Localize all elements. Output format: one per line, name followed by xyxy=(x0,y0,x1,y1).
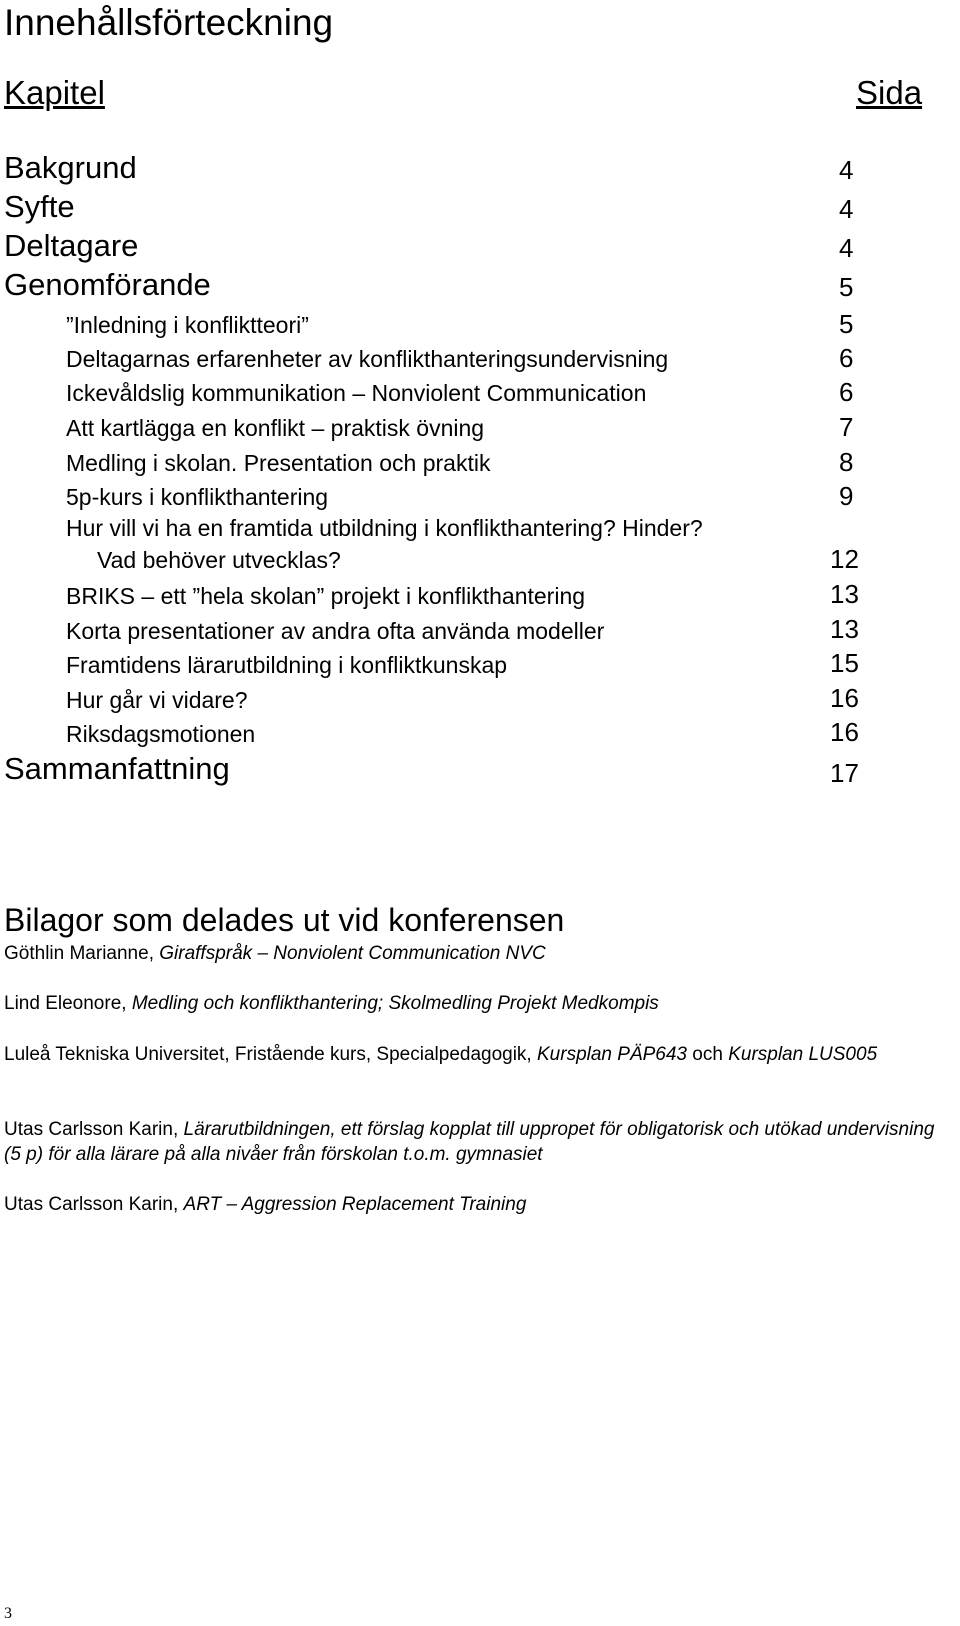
toc-entry-page: 9 xyxy=(839,481,854,511)
toc-entry-text: Hur går vi vidare? xyxy=(66,687,248,713)
toc-entry-text: Vad behöver utvecklas? xyxy=(97,547,341,573)
toc-entry-page: 5 xyxy=(839,272,854,302)
toc-entry-page: 16 xyxy=(830,717,859,747)
attachment-item xyxy=(4,1117,956,1167)
attachment-author: Utas Carlsson Karin, xyxy=(4,1119,184,1140)
toc-entry-page: 12 xyxy=(830,544,859,574)
toc-entry-text: Att kartlägga en konflikt – praktisk övning xyxy=(66,415,485,441)
toc-entry-text: Genomförande xyxy=(4,267,211,302)
attachment-item xyxy=(4,1192,956,1217)
attachment-author: Luleå Tekniska Universitet, Fristående kurs, Specialpedagogik, xyxy=(4,1044,537,1065)
page-number: 3 xyxy=(4,1605,12,1622)
toc-entry-text: BRIKS – ett ”hela skolan” projekt i konflikthantering xyxy=(66,583,586,609)
toc-entry-page: 15 xyxy=(830,648,859,678)
toc-entry-text: Syfte xyxy=(4,189,75,224)
attachment-title: Giraffspråk – Nonviolent Communication NVC xyxy=(159,943,546,964)
attachment-title: ART – Aggression Replacement Training xyxy=(183,1194,527,1215)
toc-entry-text: Deltagare xyxy=(4,228,139,263)
chapter-column-header: Kapitel xyxy=(4,74,105,111)
toc-entry-text: Korta presentationer av andra ofta använda modeller xyxy=(66,618,605,644)
toc-entry-text: ”Inledning i konfliktteori” xyxy=(66,312,309,338)
toc-entry-page: 4 xyxy=(839,155,854,185)
attachment-item xyxy=(4,1042,956,1067)
attachment-connector: och xyxy=(687,1044,729,1065)
toc-entry-page: 13 xyxy=(830,614,859,644)
page-column-header: Sida xyxy=(856,74,923,111)
attachment-author: Utas Carlsson Karin, xyxy=(4,1194,184,1215)
attachment-title: Kursplan LUS005 xyxy=(728,1044,878,1065)
attachment-item xyxy=(4,991,956,1016)
toc-entry-text: Bakgrund xyxy=(4,150,137,185)
toc-entry-page: 7 xyxy=(839,412,854,442)
page-title: Innehållsförteckning xyxy=(4,2,334,43)
toc-entry-page: 13 xyxy=(830,579,859,609)
attachments-heading: Bilagor som delades ut vid konferensen xyxy=(4,902,565,938)
toc-entry-page: 6 xyxy=(839,343,854,373)
attachment-title: Kursplan PÄP643 xyxy=(537,1044,687,1065)
attachment-title: Lärarutbildningen, ett förslag kopplat till uppropet för obligatorisk och utökad undervisning (5 p) för alla lärare på alla nivåer från förskolan t.o.m. gymnasiet xyxy=(4,1119,935,1165)
toc-entry-text: 5p-kurs i konflikthantering xyxy=(66,484,329,510)
attachment-title: Medling och konflikthantering; Skolmedling Projekt Medkompis xyxy=(131,993,659,1014)
toc-entry-page: 5 xyxy=(839,309,854,339)
toc-entry-page: 16 xyxy=(830,683,859,713)
toc-entry-page: 4 xyxy=(839,194,854,224)
attachment-item xyxy=(4,941,956,966)
toc-entry-text: Medling i skolan. Presentation och praktik xyxy=(66,450,491,476)
toc-entry-page: 6 xyxy=(839,377,854,407)
toc-entry-text: Ickevåldslig kommunikation – Nonviolent Communication xyxy=(66,380,647,406)
attachment-author: Lind Eleonore, xyxy=(4,993,132,1014)
toc-entry-page: 17 xyxy=(830,758,859,788)
toc-entry-text: Riksdagsmotionen xyxy=(66,721,256,747)
toc-entry-text: Framtidens lärarutbildning i konfliktkunskap xyxy=(66,652,508,678)
toc-entry-page: 8 xyxy=(839,447,854,477)
attachment-author: Göthlin Marianne, xyxy=(4,943,160,964)
toc-entry-text: Deltagarnas erfarenheter av konflikthanteringsundervisning xyxy=(66,346,669,372)
toc-entry-text: Sammanfattning xyxy=(4,751,230,786)
toc-entry-page: 4 xyxy=(839,233,854,263)
toc-entry-text: Hur vill vi ha en framtida utbildning i konflikthantering? Hinder? xyxy=(66,515,703,541)
